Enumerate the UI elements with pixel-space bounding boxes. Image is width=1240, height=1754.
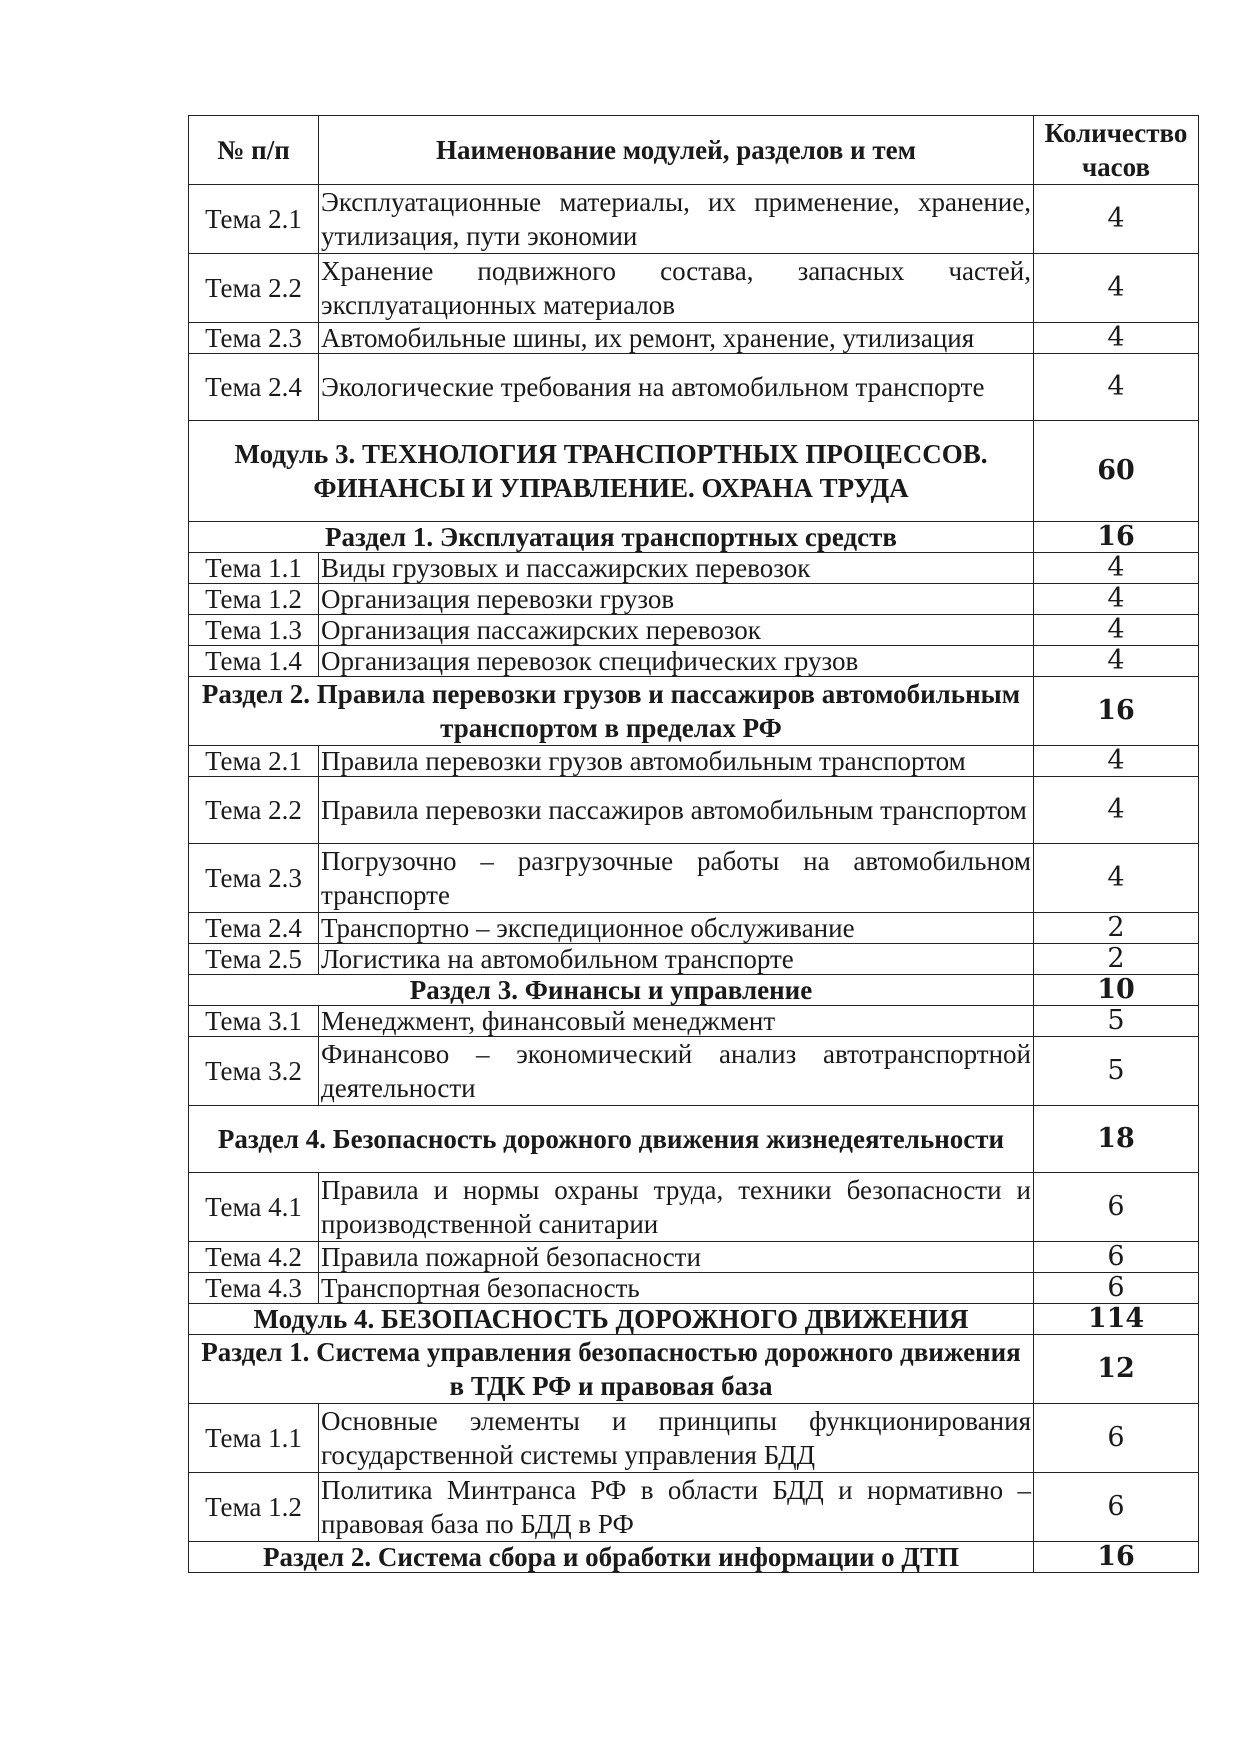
topic-number: Тема 4.1 bbox=[189, 1173, 319, 1242]
hours-value: 6 bbox=[1034, 1404, 1199, 1473]
hours-value: 4 bbox=[1034, 615, 1199, 646]
hours-value: 6 bbox=[1034, 1473, 1199, 1542]
section-title: Раздел 1. Система управления безопасностью дорожного движения в ТДК РФ и правовая база bbox=[189, 1335, 1034, 1404]
hours-value: 4 bbox=[1034, 584, 1199, 615]
topic-name: Финансово – экономический анализ автотранспортной деятельности bbox=[319, 1037, 1034, 1106]
hours-value: 12 bbox=[1034, 1335, 1199, 1404]
topic-row bbox=[189, 913, 1199, 944]
topic-name: Эксплуатационные материалы, их применение, хранение, утилизация, пути экономии bbox=[319, 185, 1034, 254]
header-name: Наименование модулей, разделов и тем bbox=[319, 116, 1034, 185]
topic-number: Тема 1.1 bbox=[189, 553, 319, 584]
topic-number: Тема 2.4 bbox=[189, 354, 319, 421]
hours-value: 4 bbox=[1034, 777, 1199, 844]
topic-row bbox=[189, 615, 1199, 646]
topic-name: Правила перевозки грузов автомобильным транспортом bbox=[319, 746, 1034, 777]
hours-value: 2 bbox=[1034, 944, 1199, 975]
header-number: № п/п bbox=[189, 116, 319, 185]
topic-number: Тема 2.4 bbox=[189, 913, 319, 944]
section-row bbox=[189, 975, 1199, 1006]
hours-value: 4 bbox=[1034, 354, 1199, 421]
topic-row bbox=[189, 584, 1199, 615]
section-title: Раздел 2. Система сбора и обработки информации о ДТП bbox=[189, 1542, 1034, 1573]
topic-number: Тема 2.2 bbox=[189, 777, 319, 844]
module-title: Модуль 3. ТЕХНОЛОГИЯ ТРАНСПОРТНЫХ ПРОЦЕССОВ. ФИНАНСЫ И УПРАВЛЕНИЕ. ОХРАНА ТРУДА bbox=[189, 421, 1034, 522]
hours-value: 6 bbox=[1034, 1273, 1199, 1304]
hours-value: 16 bbox=[1034, 522, 1199, 553]
hours-value: 4 bbox=[1034, 553, 1199, 584]
topic-number: Тема 4.3 bbox=[189, 1273, 319, 1304]
topic-row bbox=[189, 944, 1199, 975]
topic-number: Тема 2.3 bbox=[189, 844, 319, 913]
section-title: Раздел 4. Безопасность дорожного движения жизнедеятельности bbox=[189, 1106, 1034, 1173]
topic-name: Правила пожарной безопасности bbox=[319, 1242, 1034, 1273]
topic-row bbox=[189, 1242, 1199, 1273]
topic-name: Организация пассажирских перевозок bbox=[319, 615, 1034, 646]
topic-name: Политика Минтранса РФ в области БДД и нормативно – правовая база по БДД в РФ bbox=[319, 1473, 1034, 1542]
hours-value: 6 bbox=[1034, 1173, 1199, 1242]
topic-number: Тема 1.1 bbox=[189, 1404, 319, 1473]
hours-value: 60 bbox=[1034, 421, 1199, 522]
topic-row bbox=[189, 1404, 1199, 1473]
section-title: Раздел 2. Правила перевозки грузов и пассажиров автомобильным транспортом в пределах РФ bbox=[189, 677, 1034, 746]
hours-value: 4 bbox=[1034, 746, 1199, 777]
topic-number: Тема 2.1 bbox=[189, 746, 319, 777]
topic-name: Погрузочно – разгрузочные работы на автомобильном транспорте bbox=[319, 844, 1034, 913]
topic-number: Тема 4.2 bbox=[189, 1242, 319, 1273]
topic-row bbox=[189, 777, 1199, 844]
topic-row bbox=[189, 1473, 1199, 1542]
section-title: Раздел 1. Эксплуатация транспортных средств bbox=[189, 522, 1034, 553]
topic-number: Тема 2.5 bbox=[189, 944, 319, 975]
topic-row bbox=[189, 323, 1199, 354]
hours-value: 4 bbox=[1034, 323, 1199, 354]
module-row bbox=[189, 421, 1199, 522]
topic-number: Тема 3.1 bbox=[189, 1006, 319, 1037]
topic-number: Тема 1.4 bbox=[189, 646, 319, 677]
hours-value: 5 bbox=[1034, 1037, 1199, 1106]
curriculum-table bbox=[188, 115, 1199, 1573]
section-row bbox=[189, 1335, 1199, 1404]
topic-row bbox=[189, 844, 1199, 913]
table-header-row bbox=[189, 116, 1199, 185]
hours-value: 4 bbox=[1034, 844, 1199, 913]
header-hours: Количество часов bbox=[1034, 116, 1199, 185]
hours-value: 16 bbox=[1034, 677, 1199, 746]
hours-value: 6 bbox=[1034, 1242, 1199, 1273]
topic-name: Основные элементы и принципы функционирования государственной системы управления БДД bbox=[319, 1404, 1034, 1473]
topic-name: Организация перевозок специфических грузов bbox=[319, 646, 1034, 677]
topic-number: Тема 2.3 bbox=[189, 323, 319, 354]
section-row bbox=[189, 1106, 1199, 1173]
hours-value: 2 bbox=[1034, 913, 1199, 944]
topic-row bbox=[189, 1173, 1199, 1242]
table-body bbox=[189, 185, 1199, 1573]
topic-number: Тема 1.2 bbox=[189, 1473, 319, 1542]
topic-row bbox=[189, 1273, 1199, 1304]
topic-row bbox=[189, 354, 1199, 421]
topic-row bbox=[189, 746, 1199, 777]
topic-number: Тема 2.2 bbox=[189, 254, 319, 323]
topic-name: Хранение подвижного состава, запасных частей, эксплуатационных материалов bbox=[319, 254, 1034, 323]
topic-row bbox=[189, 1037, 1199, 1106]
topic-row bbox=[189, 646, 1199, 677]
topic-name: Менеджмент, финансовый менеджмент bbox=[319, 1006, 1034, 1037]
hours-value: 10 bbox=[1034, 975, 1199, 1006]
topic-row bbox=[189, 254, 1199, 323]
topic-row bbox=[189, 1006, 1199, 1037]
topic-row bbox=[189, 185, 1199, 254]
section-title: Раздел 3. Финансы и управление bbox=[189, 975, 1034, 1006]
topic-number: Тема 3.2 bbox=[189, 1037, 319, 1106]
hours-value: 4 bbox=[1034, 185, 1199, 254]
topic-name: Правила и нормы охраны труда, техники безопасности и производственной санитарии bbox=[319, 1173, 1034, 1242]
topic-name: Транспортно – экспедиционное обслуживание bbox=[319, 913, 1034, 944]
topic-number: Тема 1.2 bbox=[189, 584, 319, 615]
hours-value: 5 bbox=[1034, 1006, 1199, 1037]
section-row bbox=[189, 522, 1199, 553]
topic-name: Виды грузовых и пассажирских перевозок bbox=[319, 553, 1034, 584]
hours-value: 4 bbox=[1034, 646, 1199, 677]
topic-number: Тема 2.1 bbox=[189, 185, 319, 254]
section-row bbox=[189, 677, 1199, 746]
module-title: Модуль 4. БЕЗОПАСНОСТЬ ДОРОЖНОГО ДВИЖЕНИЯ bbox=[189, 1304, 1034, 1335]
topic-name: Автомобильные шины, их ремонт, хранение, утилизация bbox=[319, 323, 1034, 354]
hours-value: 114 bbox=[1034, 1304, 1199, 1335]
hours-value: 4 bbox=[1034, 254, 1199, 323]
topic-name: Правила перевозки пассажиров автомобильным транспортом bbox=[319, 777, 1034, 844]
module-row bbox=[189, 1304, 1199, 1335]
topic-name: Транспортная безопасность bbox=[319, 1273, 1034, 1304]
section-row bbox=[189, 1542, 1199, 1573]
hours-value: 18 bbox=[1034, 1106, 1199, 1173]
topic-name: Экологические требования на автомобильном транспорте bbox=[319, 354, 1034, 421]
topic-name: Организация перевозки грузов bbox=[319, 584, 1034, 615]
topic-name: Логистика на автомобильном транспорте bbox=[319, 944, 1034, 975]
topic-row bbox=[189, 553, 1199, 584]
hours-value: 16 bbox=[1034, 1542, 1199, 1573]
topic-number: Тема 1.3 bbox=[189, 615, 319, 646]
